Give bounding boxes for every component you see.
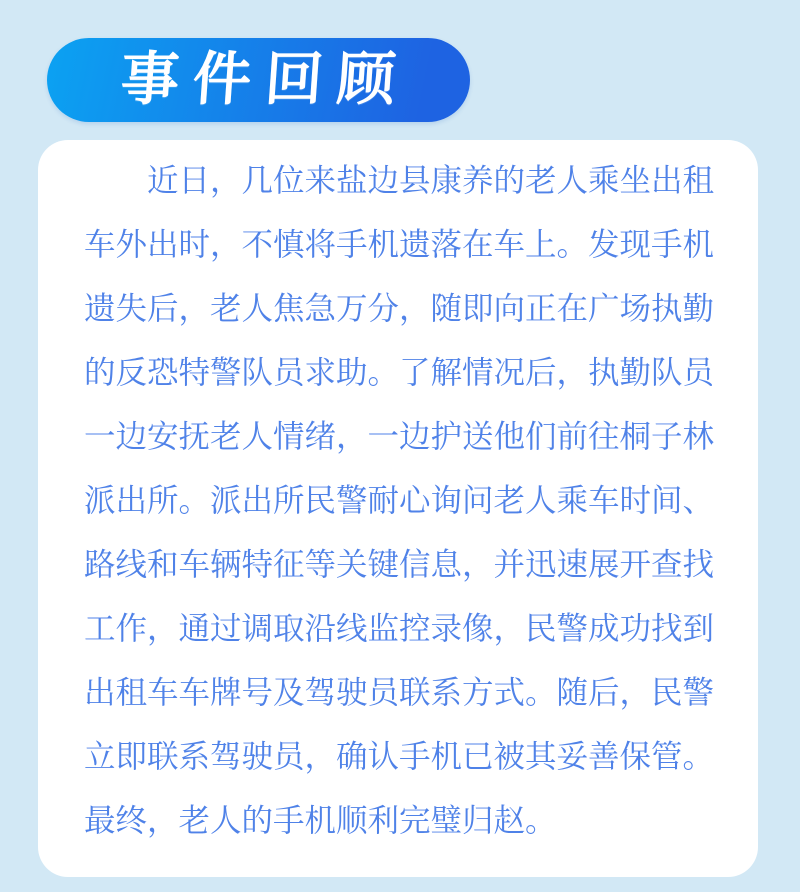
section-header-badge (47, 38, 470, 122)
article-paragraph: 近日，几位来盐边县康养的老人乘坐出租车外出时，不慎将手机遗落在车上。发现手机遗失后，老人焦急万分，随即向正在广场执勤的反恐特警队员求助。了解情况后，执勤队员一边安抚老人情绪，一边护送他们前往桐子林派出所。派出所民警耐心询问老人乘车时间、路线和车辆特征等关键信息，并迅速展开查找工作，通过调取沿线监控录像，民警成功找到出租车车牌号及驾驶员联系方式。随后，民警立即联系驾驶员，确认手机已被其妥善保管。最终，老人的手机顺利完璧归赵。 (84, 162, 715, 838)
section-title: 事件回顾 (119, 47, 412, 112)
article-card (38, 140, 758, 877)
